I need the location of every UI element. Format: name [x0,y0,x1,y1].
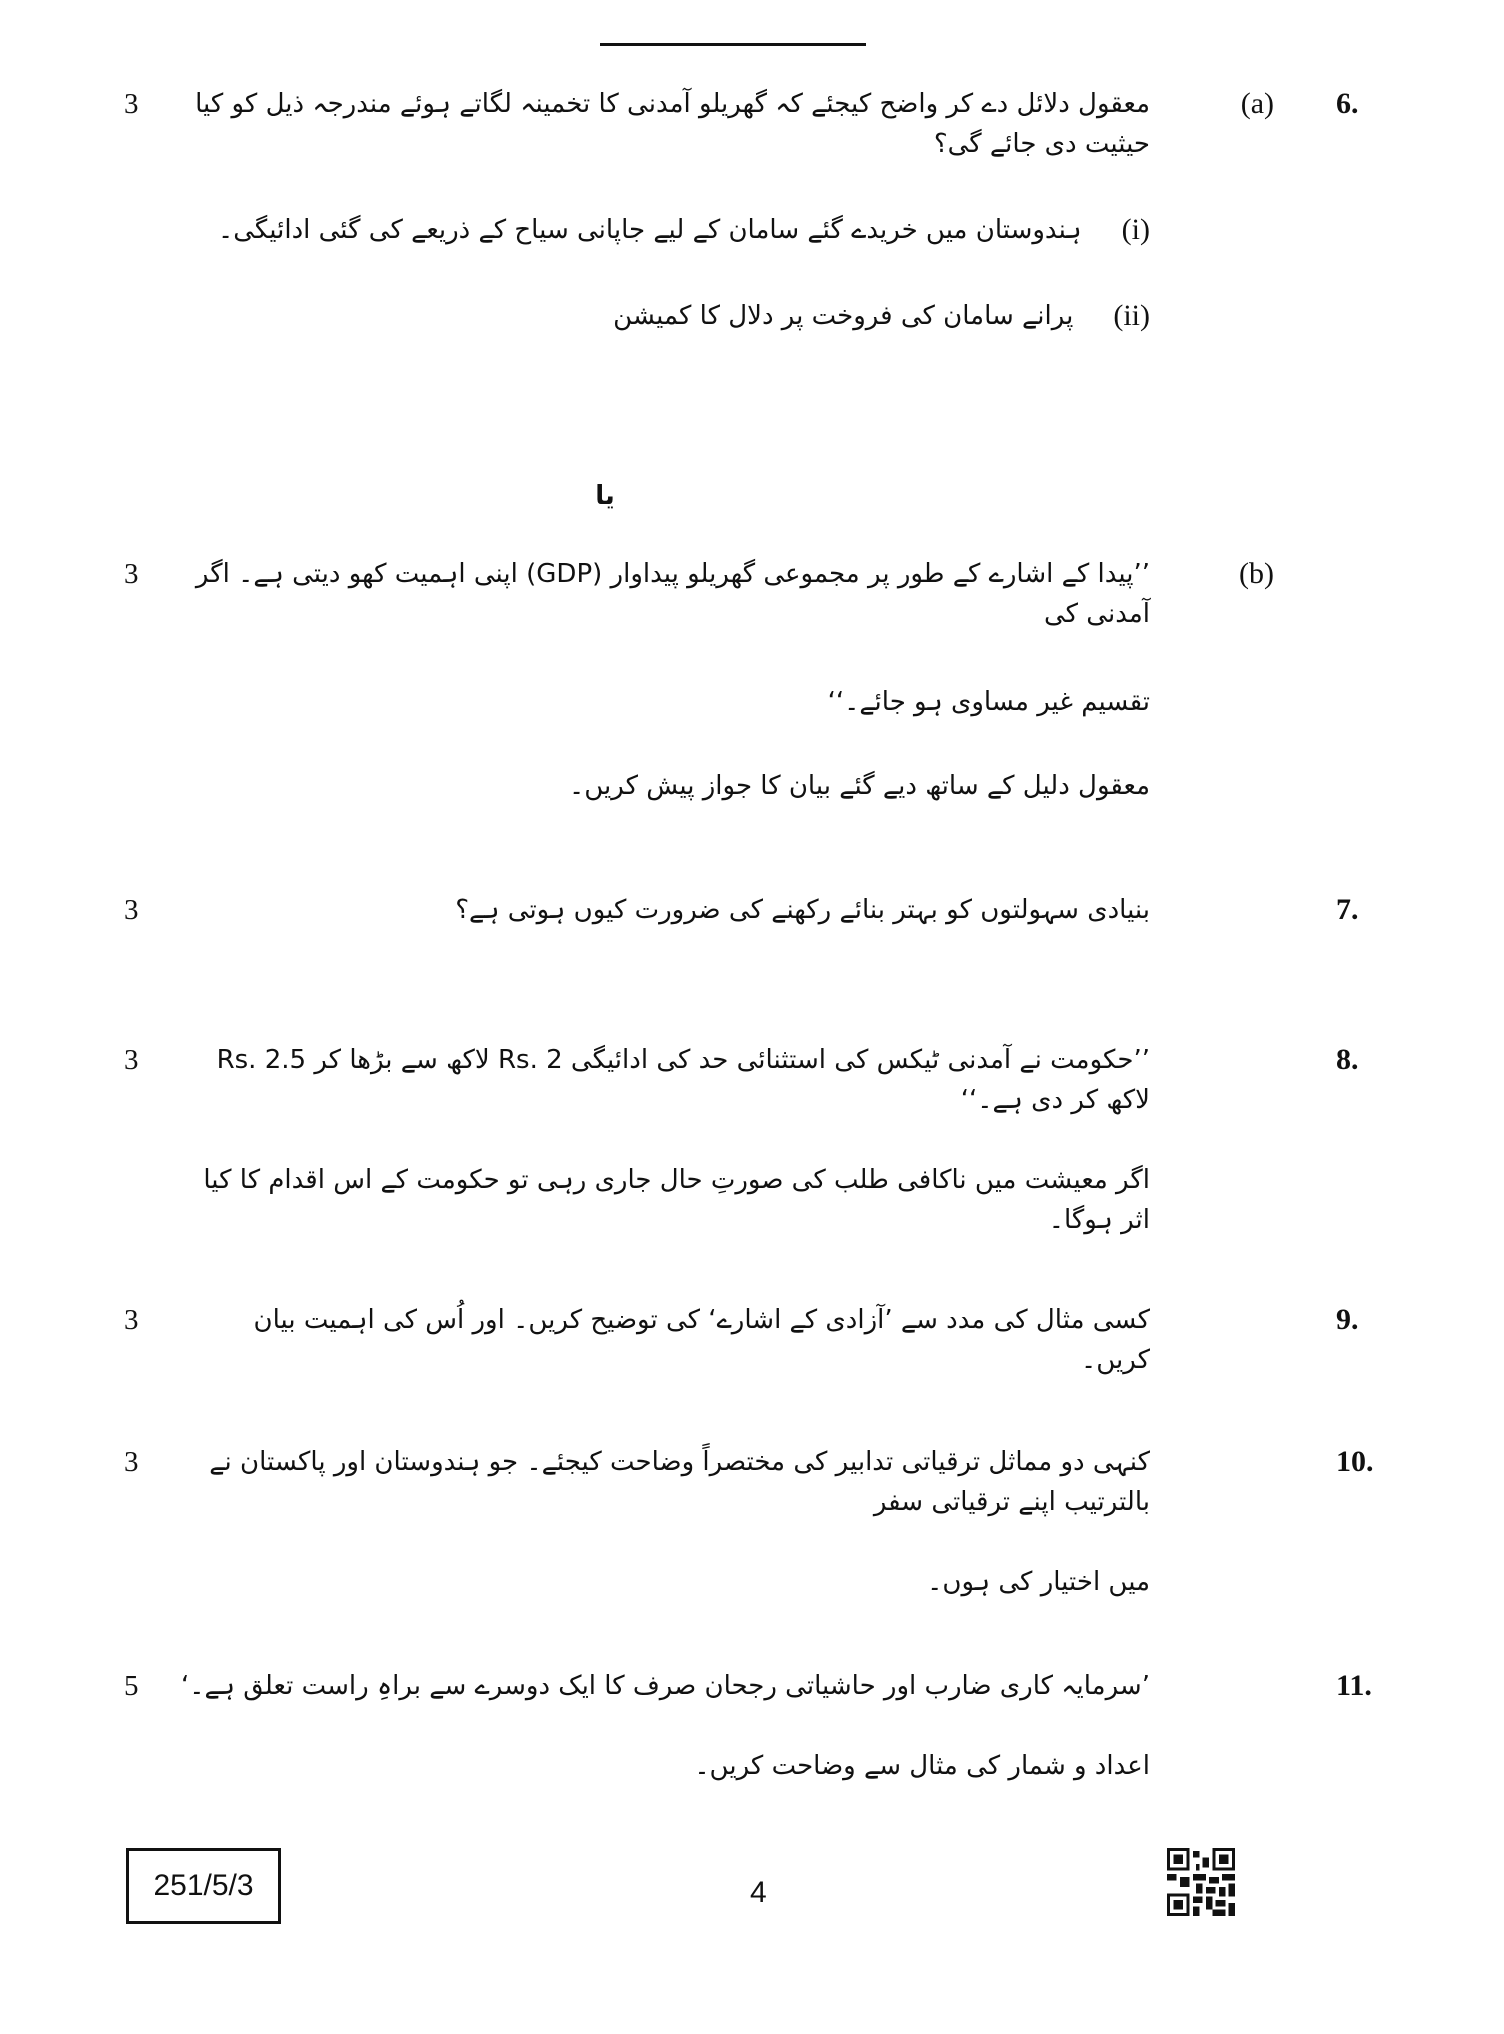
subpart-i [0,210,1504,250]
question-text: تقسیم غیر مساوی ہو جائے۔‘‘ [827,687,1150,717]
paper-code: 251/5/3 [153,1869,254,1902]
question-text: میں اختیار کی ہوں۔ [927,1567,1150,1597]
subpart-row [180,296,1150,336]
subpart-label: (ii) [1113,299,1150,332]
question-number: 11. [1336,1669,1372,1702]
marks: 3 [124,1446,139,1478]
question-list [0,84,1504,1786]
question-text: کنہی دو مماثل ترقیاتی تدابیر کی مختصراً وضاحت کیجئے۔ جو ہندوستان اور پاکستان نے بالترتیب اپنے ترقیاتی سفر [209,1447,1150,1517]
question-text: کسی مثال کی مدد سے ’آزادی کے اشارے‘ کی توضیح کریں۔ اور اُس کی اہمیت بیان کریں۔ [253,1305,1150,1375]
question-number: 9. [1336,1303,1359,1336]
question-text: ’’حکومت نے آمدنی ٹیکس کی استثنائی حد کی ادائیگی Rs. 2 لاکھ سے بڑھا کر Rs. 2.5 لاکھ کر دی ہے۔‘‘ [216,1045,1150,1115]
subpart-text: ہندوستان میں خریدے گئے سامان کے لیے جاپانی سیاح کے ذریعے کی گئی ادائیگی۔ [218,215,1082,245]
page-number: 4 [750,1876,767,1909]
question-text-block [180,554,1150,806]
question-text: معقول دلیل کے ساتھ دیے گئے بیان کا جواز پیش کریں۔ [568,771,1150,801]
paper-code-box [126,1848,281,1924]
question-8 [0,1040,1504,1240]
marks: 3 [124,894,139,926]
marks: 3 [124,1044,139,1076]
question-number: 7. [1336,893,1359,926]
question-text-block [180,1666,1150,1786]
or-separator: یا [595,481,615,511]
question-11 [0,1666,1504,1786]
subpart-ii [0,296,1504,336]
question-number: 8. [1336,1043,1359,1076]
question-text-block [180,1442,1150,1602]
question-10 [0,1442,1504,1602]
question-number: 6. [1336,87,1359,120]
question-text: اعداد و شمار کی مثال سے وضاحت کریں۔ [694,1751,1150,1781]
top-rule [600,43,866,46]
question-text-block [180,1040,1150,1240]
marks: 3 [124,1304,139,1336]
question-7 [0,890,1504,930]
subpart-container [180,296,1150,336]
subpart-text: پرانے سامان کی فروخت پر دلال کا کمیشن [613,301,1074,331]
part-label: (a) [1240,87,1274,120]
question-number: 10. [1336,1445,1374,1478]
marks: 3 [124,88,139,120]
question-text: ’’پیدا کے اشارے کے طور پر مجموعی گھریلو پیداوار (GDP) اپنی اہمیت کھو دیتی ہے۔ اگر آمدنی کی [195,559,1150,629]
or-row [0,476,1504,516]
subpart-container [180,210,1150,250]
subpart-row [180,210,1150,250]
question-6b [0,554,1504,806]
question-text: ’سرمایہ کاری ضارب اور حاشیاتی رجحان صرف کا ایک دوسرے سے براہِ راست تعلق ہے۔‘ [181,1671,1150,1701]
question-text: بنیادی سہولتوں کو بہتر بنائے رکھنے کی ضرورت کیوں ہوتی ہے؟ [455,895,1150,925]
question-text: اگر معیشت میں ناکافی طلب کی صورتِ حال جاری رہی تو حکومت کے اس اقدام کا کیا اثر ہوگا۔ [203,1165,1150,1235]
subpart-label: (i) [1121,213,1150,246]
question-6a [0,84,1504,164]
part-label: (b) [1239,557,1274,590]
marks: 3 [124,558,139,590]
marks: 5 [124,1670,139,1702]
question-text: معقول دلائل دے کر واضح کیجئے کہ گھریلو آمدنی کا تخمینہ لگاتے ہوئے مندرجہ ذیل کو کیا حیثیت دی جائے گی؟ [195,89,1150,159]
question-9 [0,1300,1504,1380]
qr-code-icon [1167,1848,1235,1916]
